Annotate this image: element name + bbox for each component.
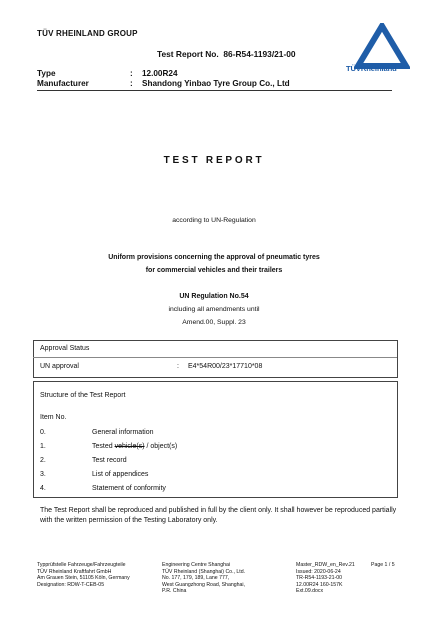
regulation-name: UN Regulation No.54 xyxy=(179,293,249,300)
footer-line: No. 177, 179, 189, Lane 777, xyxy=(162,575,230,582)
footer-line: P.R. China xyxy=(162,588,187,595)
report-number-label: Test Report No. xyxy=(157,49,219,59)
type-colon: : xyxy=(130,69,133,78)
approval-divider xyxy=(33,357,397,358)
item-text-pre: Tested xyxy=(92,443,115,450)
footer-col-2 xyxy=(162,562,282,595)
footer-line: Master_RDW_en_Rev.21 xyxy=(296,562,355,568)
structure-heading: Structure of the Test Report xyxy=(40,392,126,399)
footer-line: Engineering Centre Shanghai xyxy=(162,562,231,568)
footer-line: Am Grauen Stein, 51105 Köln, Germany xyxy=(37,575,130,582)
report-number-line xyxy=(157,49,296,59)
item-number: 3. xyxy=(40,471,46,478)
header-divider xyxy=(37,90,392,91)
item-number: 2. xyxy=(40,457,46,464)
report-number: 86-R54-1193/21-00 xyxy=(223,49,296,59)
item-text-post: / object(s) xyxy=(144,443,178,450)
page-title: TEST REPORT xyxy=(163,155,265,166)
item-text: List of appendices xyxy=(92,471,149,478)
item-text-struck: vehicle(s) xyxy=(114,443,145,450)
item-text: Test record xyxy=(92,457,127,464)
reproduction-note: The Test Report shall be reproduced and published in full by the client only. It shall however be reproduced partially with the written permission of the Testing Laboratory only. xyxy=(40,507,397,524)
footer-line: TÜV Rheinland Kraftfahrt GmbH xyxy=(37,568,112,575)
footer-col-1 xyxy=(37,562,157,588)
manufacturer-label: Manufacturer xyxy=(37,79,89,88)
item-text: Statement of conformity xyxy=(92,485,166,492)
regulation-suppl: Amend.00, Suppl. 23 xyxy=(182,319,246,326)
manufacturer-value: Shandong Yinbao Tyre Group Co., Ltd xyxy=(142,79,290,88)
type-value: 12.00R24 xyxy=(142,69,178,78)
logo-wordmark: TÜVRheinland xyxy=(346,64,397,73)
footer-line: Designation: RDW-T-CEB-05 xyxy=(37,581,105,588)
un-approval-colon: : xyxy=(177,363,179,370)
footer-line: Ext.09.docx xyxy=(296,588,324,595)
type-label: Type xyxy=(37,69,56,78)
according-text: according to UN-Regulation xyxy=(172,217,256,224)
item-number: 0. xyxy=(40,429,46,436)
item-text xyxy=(92,443,177,450)
company-name: TÜV RHEINLAND GROUP xyxy=(37,29,138,38)
uniform-line-1: Uniform provisions concerning the approval of pneumatic tyres xyxy=(108,254,320,261)
footer-line: West Guangzhong Road, Shanghai, xyxy=(162,581,245,588)
item-number: 1. xyxy=(40,443,46,450)
footer-line: Issued: 2020-06-24 xyxy=(296,568,341,575)
manufacturer-colon: : xyxy=(130,79,133,88)
approval-status-heading: Approval Status xyxy=(40,345,90,352)
footer-col-3 xyxy=(296,562,366,595)
item-no-header: Item No. xyxy=(40,414,67,421)
item-number: 4. xyxy=(40,485,46,492)
footer-line: 12.00R24 160-157K xyxy=(296,581,343,588)
footer-line: TR-R54-1193-21-00 xyxy=(296,575,343,582)
un-approval-label: UN approval xyxy=(40,363,79,370)
page-number: Page 1 / 5 xyxy=(371,562,395,568)
item-text: General information xyxy=(92,429,154,436)
footer-line: Typprüfstelle Fahrzeuge/Fahrzeugteile xyxy=(37,562,126,568)
uniform-line-2: for commercial vehicles and their trailers xyxy=(145,267,283,274)
regulation-amendments: including all amendments until xyxy=(168,306,260,313)
footer-line: TÜV Rheinland (Shanghai) Co., Ltd. xyxy=(162,568,246,575)
un-approval-value: E4*54R00/23*17710*08 xyxy=(188,363,263,370)
